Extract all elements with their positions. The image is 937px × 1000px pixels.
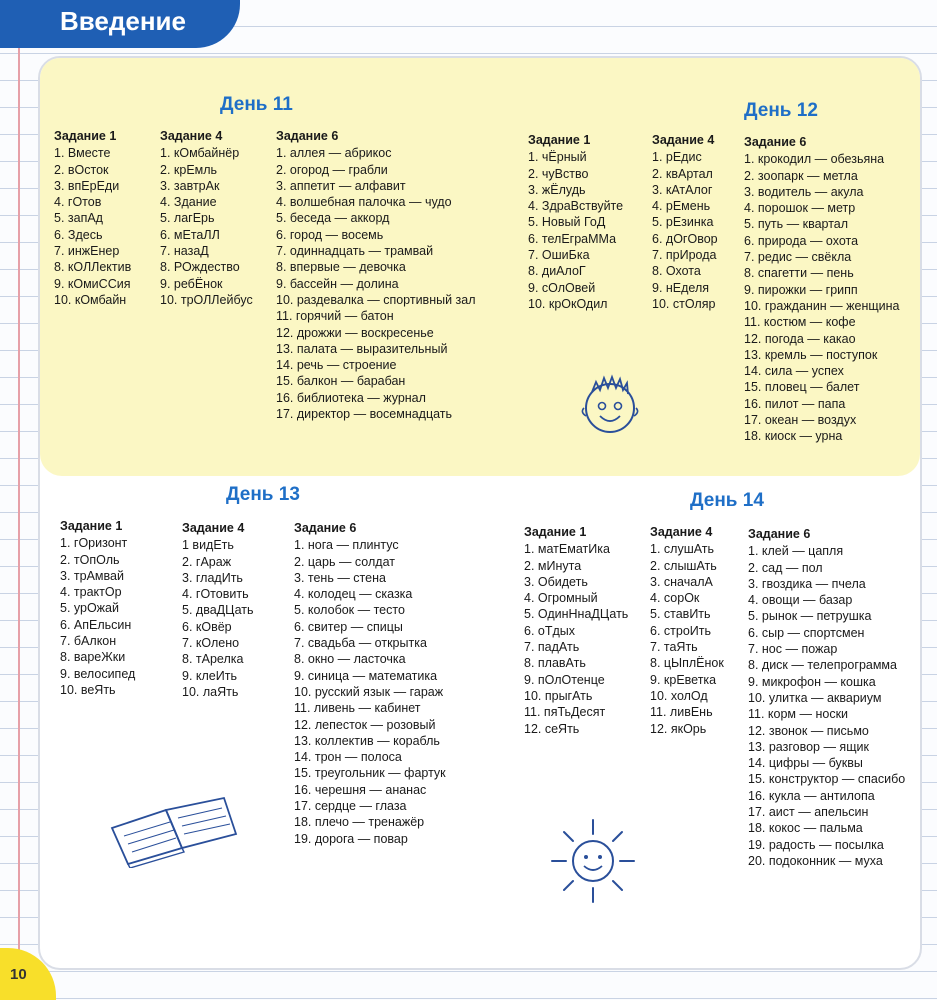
answer-item: 5. лагЕрь xyxy=(160,211,215,226)
task-heading: Задание 1 xyxy=(528,133,591,147)
day-13-title: День 13 xyxy=(226,484,300,505)
answer-item: 4. гОтовить xyxy=(182,587,249,602)
task-heading: Задание 4 xyxy=(160,129,223,143)
answer-item: 9. пирожки — грипп xyxy=(744,282,858,297)
answer-item: 3. аппетит — алфавит xyxy=(276,178,406,193)
answer-item: 6. природа — охота xyxy=(744,233,859,248)
answer-item: 6. город — восемь xyxy=(276,227,384,242)
day-13-task-6 xyxy=(294,520,446,847)
answer-item: 2. вОсток xyxy=(54,162,109,177)
answer-item: 19. радость — посылка xyxy=(748,837,884,852)
answer-item: 10. трОЛЛейбус xyxy=(160,292,253,307)
answer-item: 7. кОлено xyxy=(182,636,240,651)
answer-item: 7. назаД xyxy=(160,244,209,259)
answer-item: 15. пловец — балет xyxy=(744,380,860,395)
answer-item: 15. конструктор — спасибо xyxy=(748,772,906,787)
day-11-title: День 11 xyxy=(220,94,293,115)
answer-item: 5. беседа — аккорд xyxy=(276,211,390,226)
answer-item: 9. клеИть xyxy=(182,668,237,683)
answer-item: 3. сначалА xyxy=(650,574,713,589)
answer-item: 6. свитер — спицы xyxy=(294,619,403,634)
day-13-task-4 xyxy=(182,520,254,700)
answer-item: 6. АпЕльсин xyxy=(60,617,132,632)
answer-item: 11. костюм — кофе xyxy=(744,315,856,330)
answer-item: 8. тАрелка xyxy=(182,652,244,667)
day-12-task-6 xyxy=(744,134,900,445)
answer-item: 8. впервые — девочка xyxy=(276,260,406,275)
answer-item: 7. бАлкон xyxy=(60,634,117,649)
answer-item: 11. ливень — кабинет xyxy=(294,701,421,716)
smiley-face-icon xyxy=(576,370,644,440)
answer-item: 2. зоопарк — метла xyxy=(744,168,858,183)
answer-item: 6. строИть xyxy=(650,623,711,638)
answer-item: 14. речь — строение xyxy=(276,358,397,373)
answer-item: 7. ОшиБка xyxy=(528,248,590,263)
answer-item: 7. таЯть xyxy=(650,640,698,655)
task-heading: Задание 6 xyxy=(748,527,811,541)
answer-item: 7. нос — пожар xyxy=(748,642,838,657)
answer-item: 9. микрофон — кошка xyxy=(748,674,876,689)
answer-item: 20. подоконник — муха xyxy=(748,853,883,868)
answer-item: 6. сыр — спортсмен xyxy=(748,625,865,640)
task-heading: Задание 6 xyxy=(744,135,807,149)
answer-item: 8. диАлоГ xyxy=(528,264,586,279)
answer-item: 4. Огромный xyxy=(524,591,598,606)
answer-item: 2. чуВство xyxy=(528,166,589,181)
task-heading: Задание 1 xyxy=(524,525,587,539)
task-heading: Задание 6 xyxy=(276,129,339,143)
answer-item: 17. директор — восемнадцать xyxy=(276,407,453,422)
answer-item: 10. прыгАть xyxy=(524,688,593,703)
answer-item: 1. матЕматИка xyxy=(524,542,610,557)
answer-item: 6. Здесь xyxy=(54,227,103,242)
answer-item: 12. погода — какао xyxy=(744,331,856,346)
task-heading: Задание 4 xyxy=(650,525,713,539)
answer-item: 10. лаЯть xyxy=(182,684,239,699)
answer-item: 9. велосипед xyxy=(60,666,136,681)
answer-item: 11. ливЕнь xyxy=(650,705,713,720)
answer-item: 3. тень — стена xyxy=(294,570,386,585)
answer-item: 7. свадьба — открытка xyxy=(294,636,427,651)
answer-item: 3. впЕрЕди xyxy=(54,178,120,193)
answer-item: 19. дорога — повар xyxy=(294,831,408,846)
answer-item: 1. слушАть xyxy=(650,542,715,557)
answer-item: 1. гОризонт xyxy=(60,536,128,551)
answer-item: 5. ставИть xyxy=(650,607,711,622)
answer-item: 3. трАмвай xyxy=(60,568,124,583)
answer-item: 2. тОпОль xyxy=(60,552,120,567)
answer-item: 16. библиотека — журнал xyxy=(276,390,426,405)
day-13-task-1 xyxy=(60,518,135,698)
open-book-icon xyxy=(104,788,244,868)
answer-item: 10. стОляр xyxy=(652,296,716,311)
day-12-title: День 12 xyxy=(744,100,818,121)
answer-item: 10. улитка — аквариум xyxy=(748,690,882,705)
answer-item: 1. чЁрный xyxy=(528,150,587,165)
answer-item: 5. путь — квартал xyxy=(744,217,849,232)
answer-item: 16. кукла — антилопа xyxy=(748,788,875,803)
answer-item: 10. кОмбайн xyxy=(54,292,127,307)
answer-item: 1. крокодил — обезьяна xyxy=(744,152,885,167)
answer-item: 4. овощи — базар xyxy=(748,593,853,608)
task-heading: Задание 6 xyxy=(294,521,357,535)
answer-item: 3. Обидеть xyxy=(524,574,588,589)
task-heading: Задание 4 xyxy=(182,521,245,535)
answer-item: 4. колодец — сказка xyxy=(294,587,413,602)
answer-item: 11. пяТьДесят xyxy=(524,705,606,720)
answer-item: 13. коллектив — корабль xyxy=(294,733,440,748)
answer-item: 15. балкон — барабан xyxy=(276,374,406,389)
answer-item: 1. Вместе xyxy=(54,146,111,161)
answer-item: 12. сеЯть xyxy=(524,721,580,736)
answer-item: 2. крЕмль xyxy=(160,162,218,177)
answer-item: 14. сила — успех xyxy=(744,364,844,379)
answer-item: 4. гОтов xyxy=(54,195,102,210)
answer-item: 6. телЕграММа xyxy=(528,231,617,246)
answer-item: 2. огород — грабли xyxy=(276,162,388,177)
day-11-task-4 xyxy=(160,128,253,308)
answer-item: 7. одиннадцать — трамвай xyxy=(276,244,434,259)
answer-item: 12. дрожжи — воскресенье xyxy=(276,325,434,340)
answer-item: 4. волшебная палочка — чудо xyxy=(276,195,452,210)
answer-item: 8. спагетти — пень xyxy=(744,266,854,281)
answer-item: 1 видЕть xyxy=(182,538,234,553)
day-11-task-6 xyxy=(276,128,476,422)
answer-item: 7. редис — свёкла xyxy=(744,250,852,265)
answer-item: 6. кОвёр xyxy=(182,619,232,634)
day-14-task-6 xyxy=(748,526,905,869)
answer-item: 7. инжЕнер xyxy=(54,244,120,259)
day-14-title: День 14 xyxy=(690,490,764,511)
answer-item: 18. кокос — пальма xyxy=(748,821,863,836)
answer-item: 4. ЗдраВствуйте xyxy=(528,199,624,214)
answer-item: 10. гражданин — женщина xyxy=(744,298,900,313)
answer-item: 1. кОмбайнёр xyxy=(160,146,240,161)
answer-item: 10. раздевалка — спортивный зал xyxy=(276,292,476,307)
answer-item: 10. крОкОдил xyxy=(528,296,608,311)
answer-item: 8. диск — телепрограмма xyxy=(748,658,897,673)
page-title: Введение xyxy=(60,6,186,36)
answer-item: 16. пилот — папа xyxy=(744,396,846,411)
day-14-task-1 xyxy=(524,524,628,737)
answer-item: 7. прИрода xyxy=(652,248,717,263)
answer-item: 5. дваДЦать xyxy=(182,603,254,618)
answer-item: 2. квАртал xyxy=(652,166,713,181)
answer-item: 5. запАд xyxy=(54,211,103,226)
answer-item: 13. разговор — ящик xyxy=(748,739,869,754)
answer-item: 8. цЫплЁнок xyxy=(650,656,724,671)
answer-item: 8. РОждество xyxy=(160,260,240,275)
task-heading: Задание 1 xyxy=(60,519,123,533)
answer-item: 12. звонок — письмо xyxy=(748,723,869,738)
answer-item: 2. гАраж xyxy=(182,554,232,569)
answer-item: 3. гвоздика — пчела xyxy=(748,576,866,591)
answer-item: 5. урОжай xyxy=(60,601,119,616)
answer-item: 3. гладИть xyxy=(182,570,243,585)
day-12-task-4 xyxy=(652,132,718,312)
answer-item: 4. трактОр xyxy=(60,585,122,600)
answer-item: 5. рынок — петрушка xyxy=(748,609,872,624)
answer-item: 14. трон — полоса xyxy=(294,750,402,765)
answer-item: 8. окно — ласточка xyxy=(294,652,406,667)
answer-item: 3. кАтАлог xyxy=(652,182,713,197)
answer-item: 2. царь — солдат xyxy=(294,554,395,569)
answer-item: 1. рЕдис xyxy=(652,150,702,165)
answer-item: 11. корм — носки xyxy=(748,707,849,722)
answer-item: 10. холОд xyxy=(650,688,708,703)
margin-line xyxy=(18,0,20,1000)
answer-item: 1. клей — цапля xyxy=(748,544,844,559)
day-14-task-4 xyxy=(650,524,724,737)
answer-item: 13. палата — выразительный xyxy=(276,341,448,356)
task-heading: Задание 4 xyxy=(652,133,715,147)
answer-item: 4. Здание xyxy=(160,195,217,210)
answer-item: 8. кОЛЛектив xyxy=(54,260,132,275)
answer-item: 4. сорОк xyxy=(650,591,700,606)
answer-item: 3. завтрАк xyxy=(160,178,220,193)
answer-item: 10. веЯть xyxy=(60,682,116,697)
answer-item: 9. бассейн — долина xyxy=(276,276,399,291)
answer-item: 9. нЕделя xyxy=(652,280,710,295)
answer-item: 3. жЁлудь xyxy=(528,182,586,197)
answer-item: 9. крЕветка xyxy=(650,672,717,687)
answer-item: 9. ребЁнок xyxy=(160,276,223,291)
answer-item: 1. аллея — абрикос xyxy=(276,146,392,161)
answer-item: 17. сердце — глаза xyxy=(294,799,407,814)
answer-item: 14. цифры — буквы xyxy=(748,756,863,771)
answer-item: 5. Новый ГоД xyxy=(528,215,606,230)
answer-item: 2. сад — пол xyxy=(748,560,823,575)
answer-item: 5. ОдинНнаДЦать xyxy=(524,607,629,622)
day-12-task-1 xyxy=(528,132,623,312)
answer-item: 2. мИнута xyxy=(524,558,582,573)
answer-item: 8. Охота xyxy=(652,264,701,279)
header-tab xyxy=(0,0,240,48)
answer-item: 9. пОлОтенце xyxy=(524,672,605,687)
answer-item: 4. рЕмень xyxy=(652,199,711,214)
answer-item: 4. порошок — метр xyxy=(744,201,856,216)
answer-item: 12. якОрь xyxy=(650,721,707,736)
answer-item: 2. слышАть xyxy=(650,558,717,573)
answer-item: 8. вареЖки xyxy=(60,650,126,665)
answer-item: 8. плавАть xyxy=(524,656,586,671)
answer-item: 9. сОлОвей xyxy=(528,280,596,295)
task-heading: Задание 1 xyxy=(54,129,117,143)
answer-item: 15. треугольник — фартук xyxy=(294,766,446,781)
answer-item: 5. рЕзинка xyxy=(652,215,714,230)
answer-item: 18. плечо — тренажёр xyxy=(294,815,425,830)
answer-item: 13. кремль — поступок xyxy=(744,347,878,362)
answer-item: 6. мЕтаЛЛ xyxy=(160,227,220,242)
answer-item: 16. черешня — ананас xyxy=(294,782,427,797)
page-number: 10 xyxy=(10,966,27,983)
answer-item: 17. аист — апельсин xyxy=(748,805,869,820)
answer-item: 9. синица — математика xyxy=(294,668,438,683)
answer-item: 3. водитель — акула xyxy=(744,184,864,199)
answer-item: 6. оТдых xyxy=(524,623,576,638)
answer-item: 11. горячий — батон xyxy=(276,309,394,324)
answer-item: 7. падАть xyxy=(524,640,580,655)
answers-panel xyxy=(38,56,922,970)
answer-item: 6. дОгОвор xyxy=(652,231,718,246)
answer-item: 9. кОмиССия xyxy=(54,276,131,291)
answer-item: 1. нога — плинтус xyxy=(294,538,399,553)
answer-item: 5. колобок — тесто xyxy=(294,603,405,618)
answer-item: 12. лепесток — розовый xyxy=(294,717,436,732)
answer-item: 10. русский язык — гараж xyxy=(294,684,444,699)
answer-item: 17. океан — воздух xyxy=(744,413,857,428)
sun-icon xyxy=(548,816,638,906)
answer-item: 18. киоск — урна xyxy=(744,429,843,444)
day-11-task-1 xyxy=(54,128,131,308)
